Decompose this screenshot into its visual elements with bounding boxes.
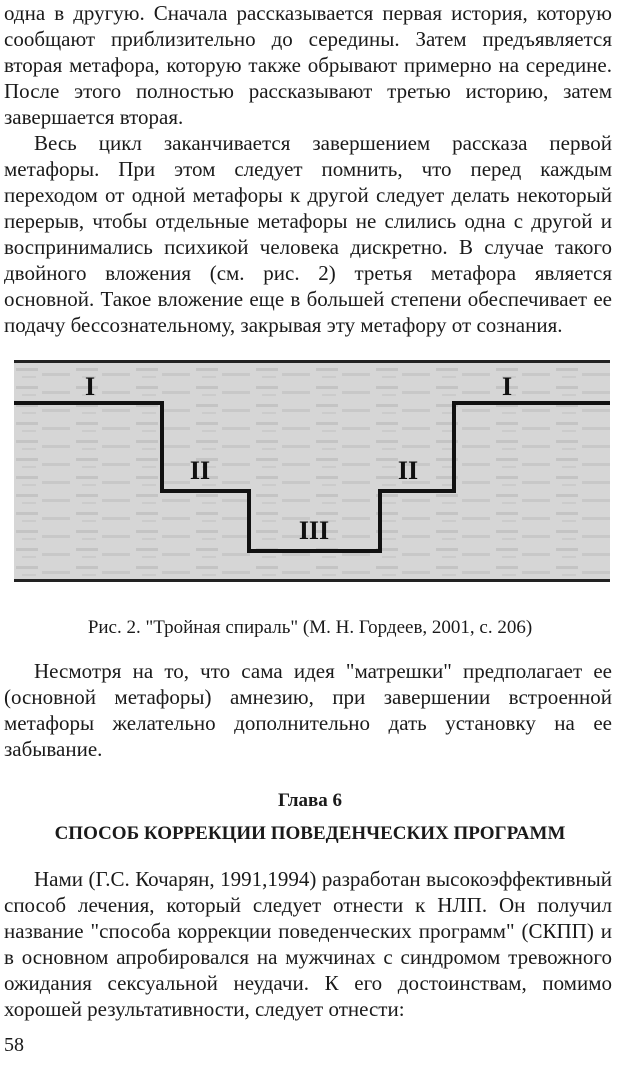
paragraph-method [4,866,612,1022]
staircase-diagram [14,363,610,579]
chapter-label: Глава 6 [277,790,343,811]
figure-caption: Рис. 2. "Тройная спираль" (М. Н. Гордеев, 2001, с. 206) [87,617,533,638]
chapter-title: СПОСОБ КОРРЕКЦИИ ПОВЕДЕНЧЕСКИХ ПРОГРАММ [54,823,566,844]
paragraph-matryoshka-text: Несмотря на то, что сама идея "матрешки" предполагает ее (основной метафоры) амнезию, при завершении встроенной метафоры желательно дополнительно дать установку на ее забывание. [4,659,612,761]
label-right-level-1: I [501,372,513,401]
paragraph-cycle [4,130,612,338]
label-left-level-2: II [189,456,211,485]
triple-spiral-figure [14,360,610,582]
paragraph-method-text: Нами (Г.С. Кочарян, 1991,1994) разработан высокоэффективный способ лечения, который следует отнести к НЛП. Он получил название "способа коррекции поведенческих программ" (СКПП) и в основном апробировался на мужчинах с синдромом тревожного ожидания сексуальной неудачи. К его достоинствам, помимо хорошей результативности, следует отнести: [4,867,612,1021]
paragraph-matryoshka [4,658,612,762]
label-right-level-2: II [397,456,419,485]
paragraph-continuation: одна в другую. Сначала рассказывается первая история, которую сообщают приблизительно до середины. Затем предъявляется вторая метафора, которую также обрывают примерно на середине. После этого полностью рассказывают третью историю, затем завершается вторая. [4,1,612,129]
label-left-level-1: I [84,372,96,401]
paragraph-cycle-text: Весь цикл заканчивается завершением рассказа первой метафоры. При этом следует помнить, что перед каждым переходом от одной метафоры к другой следует делать некоторый перерыв, чтобы отдельные метафоры не слились одна с другой и воспринимались психикой человека дискретно. В случае такого двойного вложения (см. рис. 2) третья метафора является основной. Такое вложение еще в большей степени обеспечивает ее подачу бессознательному, закрывая эту метафору от сознания. [4,131,612,337]
label-bottom-level-3: III [298,516,330,545]
page-number: 58 [4,1034,24,1056]
